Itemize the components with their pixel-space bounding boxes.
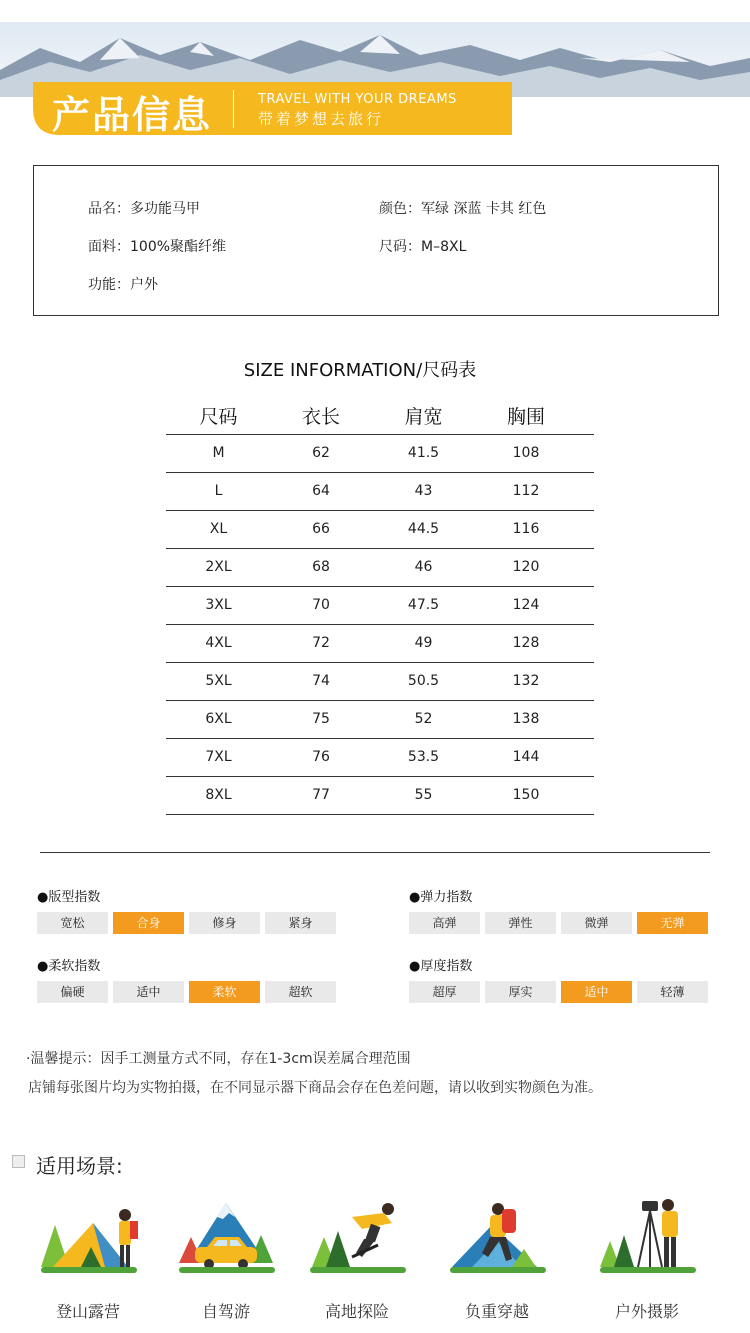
table-row (166, 473, 594, 511)
table-cell: 47.5 (407, 597, 440, 613)
photography-icon (592, 1195, 702, 1285)
scene-road-trip-label: 自驾游 (201, 1302, 250, 1321)
table-cell: 120 (512, 559, 540, 575)
size-table-header (166, 400, 594, 435)
scene-backpacking (442, 1195, 552, 1322)
table-cell: 144 (512, 749, 540, 765)
fit-index (37, 886, 336, 934)
info-function: 功能：户外 (88, 277, 158, 293)
scene-road-trip (171, 1195, 281, 1322)
table-cell: 62 (312, 445, 330, 461)
table-cell: 66 (312, 521, 330, 537)
scene-camping (33, 1195, 143, 1322)
table-cell: 55 (414, 787, 433, 803)
table-cell: 2XL (205, 559, 232, 575)
table-cell: 76 (312, 749, 330, 765)
table-cell: 112 (512, 483, 540, 499)
note-measurement: ·温馨提示：因手工测量方式不同，存在1-3cm误差属合理范围 (26, 1051, 411, 1067)
table-cell: 68 (312, 559, 330, 575)
table-cell: 53.5 (407, 749, 440, 765)
thickness-index-options (409, 981, 708, 1003)
section-divider (40, 852, 710, 853)
scene-photography (592, 1195, 702, 1322)
info-color: 颜色：军绿 深蓝 卡其 红色 (379, 201, 547, 217)
fit-option: 紧身 (265, 912, 336, 934)
table-cell: L (214, 483, 223, 499)
scene-highland-adventure-label: 高地探险 (324, 1302, 389, 1321)
softness-option: 偏硬 (37, 981, 108, 1003)
header-length: 衣长 (301, 406, 340, 428)
table-cell: 77 (312, 787, 330, 803)
camping-icon (33, 1195, 143, 1285)
table-cell: 75 (312, 711, 330, 727)
table-cell: 6XL (205, 711, 232, 727)
info-size: 尺码：M–8XL (379, 239, 467, 255)
thickness-index (409, 955, 708, 1003)
table-cell: 4XL (205, 635, 232, 651)
table-row (166, 549, 594, 587)
table-cell: 124 (512, 597, 540, 613)
table-cell: 52 (414, 711, 433, 727)
thickness-option: 超厚 (409, 981, 480, 1003)
table-row (166, 511, 594, 549)
product-info-box (33, 165, 719, 316)
table-cell: 8XL (205, 787, 232, 803)
table-cell: 108 (512, 445, 540, 461)
table-cell: 50.5 (407, 673, 440, 689)
table-row (166, 625, 594, 663)
scene-photography-label: 户外摄影 (614, 1302, 679, 1321)
table-cell: 64 (312, 483, 330, 499)
table-cell: 74 (312, 673, 330, 689)
table-row (166, 701, 594, 739)
size-table-body (166, 435, 594, 815)
table-cell: M (212, 445, 225, 461)
softness-option: 柔软 (189, 981, 260, 1003)
road-trip-icon (171, 1195, 281, 1285)
fit-option: 合身 (113, 912, 184, 934)
header-chest: 胸围 (506, 406, 545, 428)
tagline-chinese: 带着梦想去旅行 (258, 110, 385, 128)
info-fabric: 面料：100%聚酯纤维 (88, 239, 227, 255)
table-cell: 49 (414, 635, 433, 651)
scene-highland-adventure (302, 1195, 412, 1322)
elasticity-option: 微弹 (561, 912, 632, 934)
table-cell: 46 (414, 559, 433, 575)
header-shoulder: 肩宽 (404, 406, 443, 428)
table-cell: 138 (512, 711, 540, 727)
table-cell: 43 (414, 483, 433, 499)
elasticity-option: 无弹 (637, 912, 708, 934)
table-cell: XL (209, 521, 228, 537)
thickness-option: 厚实 (485, 981, 556, 1003)
info-product-name: 品名：多功能马甲 (88, 201, 200, 217)
table-cell: 44.5 (407, 521, 440, 537)
elasticity-option: 弹性 (485, 912, 556, 934)
header-size: 尺码 (199, 406, 238, 428)
softness-option: 适中 (113, 981, 184, 1003)
elasticity-index-options (409, 912, 708, 934)
elasticity-index-label: ●弹力指数 (409, 890, 473, 905)
scenes-title: 适用场景: (36, 1154, 123, 1178)
highland-adventure-icon (302, 1195, 412, 1285)
table-cell: 3XL (205, 597, 232, 613)
size-table-title: SIZE INFORMATION/尺码表 (243, 360, 477, 381)
table-cell: 5XL (205, 673, 232, 689)
table-cell: 116 (512, 521, 540, 537)
scene-bullet-icon (12, 1155, 25, 1168)
backpacking-icon (442, 1195, 552, 1285)
table-row (166, 739, 594, 777)
tagline-english: TRAVEL WITH YOUR DREAMS (258, 92, 457, 107)
fit-index-options (37, 912, 336, 934)
table-cell: 7XL (205, 749, 232, 765)
size-table (166, 400, 594, 815)
table-cell: 150 (512, 787, 540, 803)
table-row (166, 663, 594, 701)
softness-index-label: ●柔软指数 (37, 959, 101, 974)
fit-index-label: ●版型指数 (37, 890, 101, 905)
table-row (166, 435, 594, 473)
elasticity-option: 高弹 (409, 912, 480, 934)
table-cell: 70 (312, 597, 330, 613)
table-row (166, 777, 594, 815)
thickness-option: 适中 (561, 981, 632, 1003)
softness-index (37, 955, 336, 1003)
table-cell: 128 (512, 635, 540, 651)
fit-option: 修身 (189, 912, 260, 934)
table-cell: 41.5 (407, 445, 440, 461)
softness-option: 超软 (265, 981, 336, 1003)
table-row (166, 587, 594, 625)
table-cell: 72 (312, 635, 330, 651)
table-cell: 132 (512, 673, 540, 689)
page-title: 产品信息 (52, 93, 213, 137)
softness-index-options (37, 981, 336, 1003)
elasticity-index (409, 886, 708, 934)
note-color-difference: 店铺每张图片均为实物拍摄，在不同显示器下商品会存在色差问题，请以收到实物颜色为准。 (28, 1080, 602, 1096)
thickness-index-label: ●厚度指数 (409, 959, 473, 974)
fit-option: 宽松 (37, 912, 108, 934)
thickness-option: 轻薄 (637, 981, 708, 1003)
scene-backpacking-label: 负重穿越 (464, 1302, 529, 1321)
scene-camping-label: 登山露营 (55, 1302, 120, 1321)
